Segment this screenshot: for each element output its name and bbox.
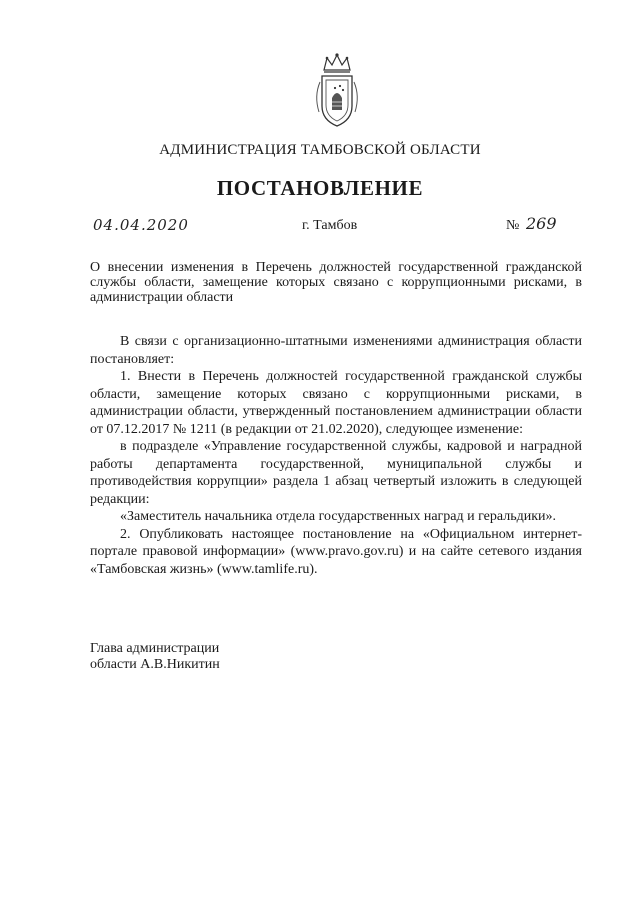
document-type-title: ПОСТАНОВЛЕНИЕ	[216, 176, 424, 200]
signature-block	[90, 641, 220, 673]
signature-position: Глава администрации	[90, 641, 220, 656]
document-body	[90, 333, 582, 578]
document-subject: О внесении изменения в Перечень должностей государственной гражданской службы области, замещение которых связано с коррупционными рисками, в администрации области	[90, 260, 582, 305]
coat-of-arms-icon	[312, 50, 362, 130]
document-city: г. Тамбов	[302, 218, 358, 233]
body-paragraph: в подразделе «Управление государственной службы, кадровой и наградной работы департамента государственной, муниципальной службы и противодействия коррупции» раздела 1 абзац четвертый изложить в следующей редакции:	[90, 439, 582, 507]
document-date: 04.04.2020	[93, 216, 189, 234]
body-paragraph: В связи с организационно-штатными изменениями администрация области постановляет:	[90, 334, 582, 367]
document-number: 269	[526, 214, 557, 233]
body-paragraph: «Заместитель начальника отдела государственных наград и геральдики».	[120, 509, 557, 524]
organization-title: АДМИНИСТРАЦИЯ ТАМБОВСКОЙ ОБЛАСТИ	[159, 142, 481, 158]
document-number-label: №	[506, 218, 520, 233]
body-paragraph: 1. Внести в Перечень должностей государственной гражданской службы области, замещение которых связано с коррупционными рисками, в администрации области, утвержденный постановлением администрации области от 07.12.2017 № 1211 (в редакции от 21.02.2020), следующее изменение:	[90, 369, 582, 437]
signature-name: области А.В.Никитин	[90, 657, 220, 672]
body-paragraph: 2. Опубликовать настоящее постановление на «Официальном интернет-портале правовой информации» (www.pravo.gov.ru) и на сайте сетевого издания «Тамбовская жизнь» (www.tamlife.ru).	[90, 526, 582, 577]
